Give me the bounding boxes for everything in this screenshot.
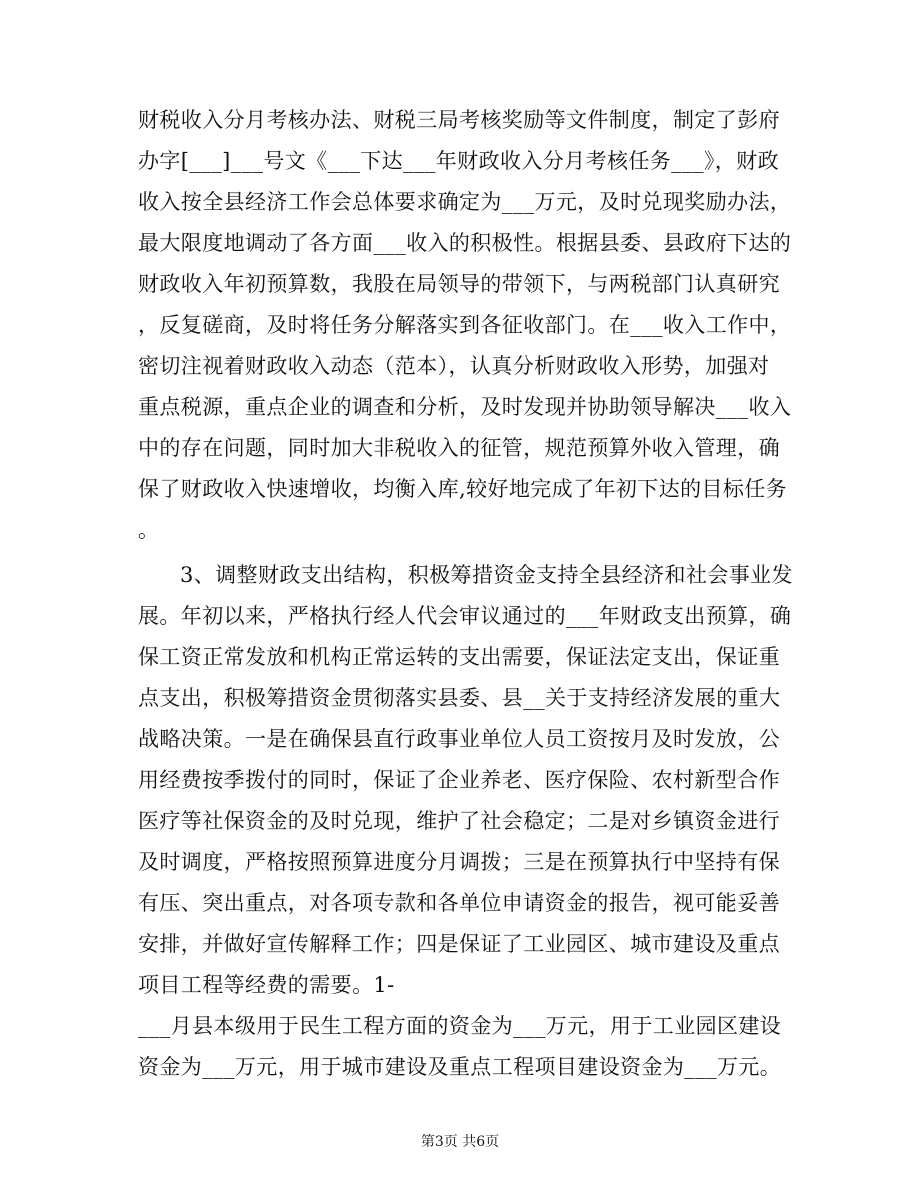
text-line: 点支出，积极筹措资金贯彻落实县委、县__关于支持经济发展的重大: [138, 686, 781, 710]
text-line: 项目工程等经费的需要。1-: [138, 973, 395, 997]
text-line: 保工资正常发放和机构正常运转的支出需要，保证法定支出，保证重: [138, 645, 780, 669]
text-line-paragraph-start: 3、调整财政支出结构，积极筹措资金支持全县经济和社会事业发: [180, 563, 793, 587]
text-line: 及时调度，严格按照预算进度分月调拨；三是在预算执行中坚持有保: [138, 850, 780, 874]
text-line: 收入按全县经济工作会总体要求确定为___万元，及时兑现奖励办法，: [138, 190, 792, 214]
text-line: 办字[___]___号文《___下达___年财政收入分月考核任务___》，财政: [138, 149, 779, 173]
text-line: 安排，并做好宣传解释工作；四是保证了工业园区、城市建设及重点: [138, 932, 780, 956]
text-line: 重点税源，重点企业的调查和分析，及时发现并协助领导解决___收入: [138, 395, 792, 419]
text-line: 战略决策。一是在确保县直行政事业单位人员工资按月及时发放，公: [138, 727, 780, 751]
text-line: 展。年初以来，严格执行经人代会审议通过的___年财政支出预算，确: [138, 604, 792, 628]
text-line: ___月县本级用于民生工程方面的资金为___万元，用于工业园区建设: [138, 1014, 782, 1038]
text-line: 中的存在问题，同时加大非税收入的征管，规范预算外收入管理，确: [138, 436, 780, 460]
text-line: 。: [138, 518, 160, 542]
text-line: 财税收入分月考核办法、财税三局考核奖励等文件制度，制定了彭府: [138, 108, 780, 132]
page-number-footer: 第3页 共6页: [420, 1134, 500, 1150]
text-line: 保了财政收入快速增收，均衡入库,较好地完成了年初下达的目标任务: [138, 477, 788, 501]
text-line: 最大限度地调动了各方面___收入的积极性。根据县委、县政府下达的: [138, 231, 792, 255]
text-line: 财政收入年初预算数，我股在局领导的带领下，与两税部门认真研究: [138, 272, 780, 296]
text-line: 资金为___万元，用于城市建设及重点工程项目建设资金为___万元。: [138, 1055, 782, 1079]
text-line: 有压、突出重点，对各项专款和各单位申请资金的报告，视可能妥善: [138, 891, 780, 915]
text-line: 医疗等社保资金的及时兑现，维护了社会稳定；二是对乡镇资金进行: [138, 809, 780, 833]
text-line: ，反复磋商，及时将任务分解落实到各征收部门。在___收入工作中，: [138, 313, 792, 337]
text-line: 用经费按季拨付的同时，保证了企业养老、医疗保险、农村新型合作: [138, 768, 780, 792]
text-line: 密切注视着财政收入动态（范本），认真分析财政收入形势，加强对: [138, 354, 770, 378]
